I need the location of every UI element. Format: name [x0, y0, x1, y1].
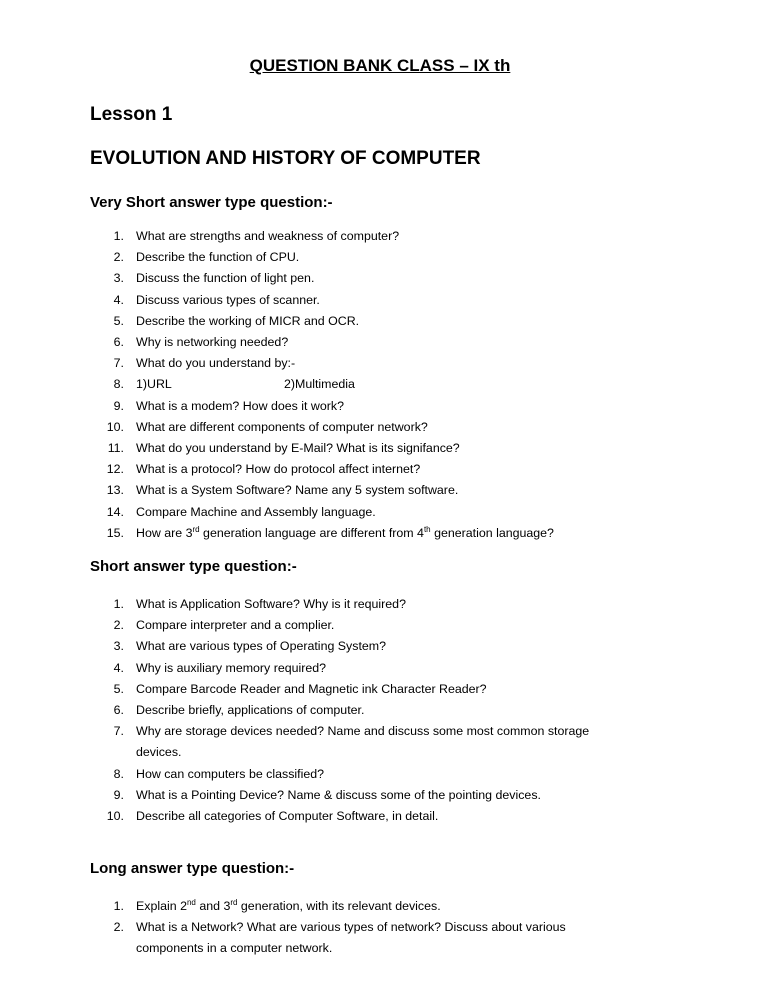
chapter-heading: EVOLUTION AND HISTORY OF COMPUTER: [90, 148, 481, 169]
list-item: 7. What do you understand by:-: [113, 356, 296, 371]
list-item: 2. Describe the function of CPU.: [113, 250, 300, 265]
list-item: 11. What do you understand by E-Mail? What is its signifance?: [107, 441, 460, 456]
list-item: 7. Why are storage devices needed? Name and discuss some most common storage devices.: [113, 724, 590, 760]
list-item: 1. What are strengths and weakness of computer?: [113, 229, 400, 243]
list-item: 10. What are different components of computer network?: [106, 419, 428, 434]
list-item: 1. Explain 2nd and 3rd generation, with its relevant devices.: [113, 897, 441, 913]
short-list: [90, 594, 650, 827]
short-heading: Short answer type question:-: [90, 558, 297, 575]
list-item: 4. Discuss various types of scanner.: [113, 292, 320, 307]
very-short-heading: Very Short answer type question:-: [90, 194, 333, 211]
list-item: 9. What is a Pointing Device? Name & discuss some of the pointing devices.: [113, 787, 541, 802]
list-item: 5. Compare Barcode Reader and Magnetic ink Character Reader?: [113, 681, 487, 696]
list-item: 8. 1)URL 2)Multimedia: [113, 377, 355, 392]
list-item: 14. Compare Machine and Assembly language.: [106, 504, 376, 519]
list-item: 3. What are various types of Operating System?: [113, 639, 386, 654]
list-item: 10. Describe all categories of Computer Software, in detail.: [106, 809, 439, 824]
list-item: 5. Describe the working of MICR and OCR.: [113, 313, 360, 328]
list-item: 15. How are 3rd generation language are different from 4th generation language?: [106, 524, 554, 540]
list-item: 2. Compare interpreter and a complier.: [113, 618, 335, 633]
list-item: 2. What is a Network? What are various types of network? Discuss about various components in a computer network.: [113, 920, 566, 956]
list-item: 12. What is a protocol? How do protocol affect internet?: [106, 462, 421, 477]
list-item: 6. Describe briefly, applications of computer.: [113, 703, 365, 718]
long-list: [90, 896, 650, 960]
list-item: 8. How can computers be classified?: [113, 766, 325, 781]
page-title: QUESTION BANK CLASS – IX th: [249, 56, 511, 75]
list-item: 13. What is a System Software? Name any 5 system software.: [106, 483, 459, 498]
list-item: 1. What is Application Software? Why is it required?: [113, 597, 406, 611]
list-item: 9. What is a modem? How does it work?: [113, 398, 344, 413]
very-short-list: [90, 226, 650, 544]
lesson-heading: Lesson 1: [90, 104, 173, 125]
list-item: 6. Why is networking needed?: [113, 335, 289, 350]
long-heading: Long answer type question:-: [90, 860, 295, 877]
list-item: 3. Discuss the function of light pen.: [113, 271, 315, 286]
list-item: 4. Why is auxiliary memory required?: [113, 660, 327, 675]
